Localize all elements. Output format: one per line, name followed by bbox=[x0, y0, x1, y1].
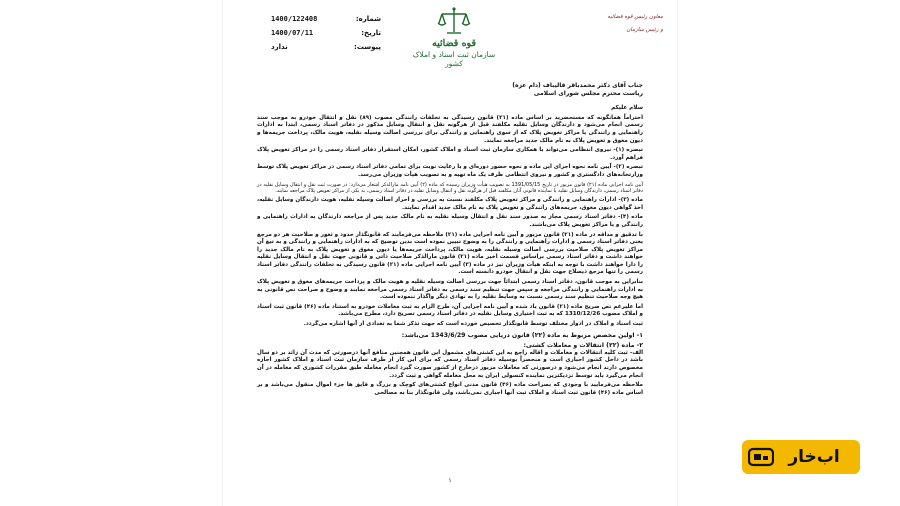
letter-attachment-value: ندارد bbox=[271, 43, 288, 51]
truck-icon bbox=[748, 445, 774, 469]
paragraph: ماده (۴)- دفاتر اسناد رسمی مجاز به صدور سند نقل و انتقال وسیله نقلیه به نام مالک جدید پس از مراجعه دارندگان به ادارات راهنمایی و رانندگی و یا مراکز تعویض پلاک می‌باشند. bbox=[257, 214, 643, 228]
letter-date-value: 1400/07/11 bbox=[271, 29, 314, 37]
paragraph: اما علیرغم نص صریح ماده (۲۱) قانون یاد شده و آیین نامه اجرایی آن، طرح الزام به ثبت معاملات خودرو به استناد ماده (۴۶) قانون ثبت اسناد و املاک مصوب 1310/12/26 که به ثبت اختیاری وسایل نقلیه در دفاتر اسناد رسمی تصریح دارد، مطرح می‌باشد. bbox=[257, 303, 643, 318]
letter-body bbox=[257, 82, 643, 399]
letter-number-label: شماره: bbox=[355, 15, 381, 23]
addressee-line2: ریاست محترم مجلس شورای اسلامی bbox=[533, 89, 643, 97]
letter-page bbox=[222, 0, 678, 506]
sender-title-line1: معاون رئیس قوه قضائیه bbox=[607, 14, 663, 20]
sender-title-line2: و رئیس سازمان bbox=[626, 27, 663, 33]
addressee-line1: جناب آقای دکتر محمدباقر قالیباف (دام عزه) bbox=[512, 82, 643, 89]
paragraph: ثبت اسناد و املاک در ادوار مختلف توسط قانونگذار تخصیص خورده است که جهت تذکر شما به تعدادی از آنها اشاره می‌گردد. bbox=[303, 321, 643, 328]
page-number: ۱ bbox=[448, 477, 452, 484]
section-paragraph: الف- ثبت کلیه انتقالات و معاملات و اقاله راجع به این کشتی‌های مشمول این قانون همچنین منافع آنها درصورتی که مدت آن زائد بر دو سال باشد در داخل کشور اجباری است و منحصراً بوسیله دفاتر اسناد رسمی که برای این کار از طرف سازمان ثبت اسناد و املاک کشور اجازه مخصوص دارند انجام می‌شود و درصورتی که معاملات مزبور درخارج از کشور صورت گیرد انجام معامله طبق مقررات کشوری که معامله در آن انجام می‌گیرد باید توسط نزدیکترین نماینده کنسولی ایران به محل معامله گواهی و ثبت گردد. bbox=[257, 349, 643, 379]
section-paragraph: ملاحظه می‌فرمایید با وجودی که بصراحت ماده (۴۶) قانون مدنی انواع کشتی‌های کوچک و بزرگ و قایق ها جزء اموال منقول می‌باشد و بر اساس ماده (۴۶) قانون ثبت اسناد و املاک ثبت آنها اجباری نمی‌باشد، ولی قانونگذار بنا به مصالحی bbox=[257, 382, 643, 396]
paragraph: احتراماً همانگونه که مستحضرید بر اساس ماده (۲۱) قانون رسیدگی به تخلفات رانندگی مصوب (۸۹) نقل و انتقال خودرو به موجب سند رسمی انجام می‌شود و دارندگان وسایل نقلیه مکلفند قبل از هرگونه نقل و انتقال وسایل مذکور در دفاتر اسناد رسمی، ابتدا به ادارات راهنمایی و رانندگی یا مراکز تعویض پلاک که از سوی راهنمایی و رانندگی برای بررسی اصالت وسیله نقلیه، هویت مالک، پرداخت جریمه‌ها و دیون معوق و تعویض پلاک به نام مالک جدید مراجعه نمایند. bbox=[257, 114, 643, 144]
addressee bbox=[257, 82, 643, 97]
letter-attachment-row bbox=[271, 40, 381, 54]
abkhar-logo bbox=[742, 440, 860, 474]
section-paragraph-list bbox=[257, 350, 643, 398]
scales-of-justice-icon bbox=[436, 6, 472, 36]
paragraph: بنابراین به موجب قانون، دفاتر اسناد رسمی ابتدائاً جهت بررسی اصالت وسیله نقلیه و هویت مالک و پرداخت جریمه‌های معوق و تعویض پلاک به ادارات راهنمایی و رانندگی مراجعه و سپس جهت تنظیم سند رسمی به دفاتر اسناد رسمی مراجعه نمایند و وضوح و صراحت نص قانونی به هیچ وجه صلاحیت تنظیم سند رسمی نسبت به وسایط نقلیه را به نهادی دیگر واگذار ننموده است. bbox=[257, 279, 643, 301]
abkhar-logo-text: اب‌خار bbox=[788, 447, 840, 467]
letter-attachment-label: پیوست: bbox=[354, 43, 381, 51]
judiciary-header bbox=[409, 6, 499, 68]
letter-meta bbox=[271, 12, 381, 54]
letter-number-row bbox=[271, 12, 381, 26]
paragraph-list bbox=[257, 115, 643, 329]
sender-title bbox=[553, 14, 663, 40]
paragraph: ماده (۳)- ادارات راهنمایی و رانندگی و مراکز تعویض پلاک مکلفند نسبت به بررسی و احراز اصالت وسیله نقلیه، هویت دارندگان وسایل نقلیه، اخذ گواهی دیون معوق، جریمه‌های رانندگی و تعویض پلاک به نام مالک جدید اقدام نمایند. bbox=[257, 197, 643, 211]
organization-name: سازمان ثبت اسناد و املاک کشور bbox=[412, 50, 496, 68]
letter-date-label: تاریخ: bbox=[361, 29, 381, 37]
paragraph: با تدقیق و مداقه در ماده (۲۱) قانون مزبور و آیین نامه اجرایی ماده (۲۱) ملاحظه می‌فرمایند که قانونگذار حدود و ثغور و صلاحیت هر دو مرجع یعنی دفاتر اسناد رسمی و ادارات راهنمایی و رانندگی را به وضوح تبیین نموده است بدین توضیح که به ادارات راهنمایی و رانندگی و به تبع آن مراکز تعویض پلاک صلاحیت بررسی اصالت وسیله نقلیه، هویت مالک، پرداخت جریمه‌ها یا دیون معوق و تعویض پلاک به نام مالک جدید را خواهند داشت و دفاتر اسناد رسمی براساس قسمت اخیر ماده (۲۱) قانون مارالذکر صلاحیت ذاتی و قانونی جهت نقل و انتقال وسایل نقلیه را دارا خواهند داشت با توجه به اینکه هیأت وزیران نیز در ماده (۳) آیین نامه اجرایی ماده (۲۱) قانون رسیدگی به تخلفات رانندگی دفاتر اسناد رسمی را تنها مرجع ذیصلاح جهت نقل و انتقال خودرو دانسته است. bbox=[257, 231, 643, 276]
letter-date-row bbox=[271, 26, 381, 40]
paragraph: تبصره (۱)- نیروی انتظامی می‌تواند با همکاری سازمان ثبت اسناد و املاک کشور، امکان استقرار دفاتر اسناد رسمی را در مراکز تعویض پلاک فراهم آورد. bbox=[257, 147, 643, 161]
letter-number-value: 1400/122408 bbox=[271, 15, 318, 23]
section-subtitle: ۲- ماده (۲۲) انتقالات و معاملات کشتی: bbox=[523, 342, 643, 350]
paragraph: تبصره (۲)- آیین نامه نحوه اجرای این ماده و نحوه حضور دوره‌ای و با رعایت نوبت برای تمامی دفاتر اسناد رسمی در مراکز تعویض پلاک توسط وزارتخانه‌های دادگستری و کشور و نیروی انتظامی ظرف یک ماه تهیه و به تصویب هیأت وزیران می‌رسد. bbox=[257, 164, 643, 178]
paragraph: آیین نامه اجرایی ماده (۲۱) قانون مزبور در تاریخ 1391/05/15 به تصویب هیأت وزیران رسیده که ماده (۲) آیین نامه مارالذکر اشعار می‌دارد: در صورت ثبت نقل و انتقال وسایل نقلیه در دفاتر اسناد رسمی، دارندگان وسایل نقلیه یا نماینده قانونی آنان مکلفند قبل از هرگونه نقل و انتقال وسایل نقلیه در دفاتر اسناد رسمی، به یکی از مراکز تعویض پلاک مراجعه نمایند. bbox=[257, 181, 644, 195]
section-title: ۱- اولین مخصص مربوط به ماده (۲۲) قانون دریایی مصوب 1343/6/29 می‌باشد: bbox=[401, 331, 643, 339]
judiciary-name: قوه قضائیه bbox=[431, 38, 476, 49]
greeting: سلام علیکم bbox=[611, 105, 643, 112]
